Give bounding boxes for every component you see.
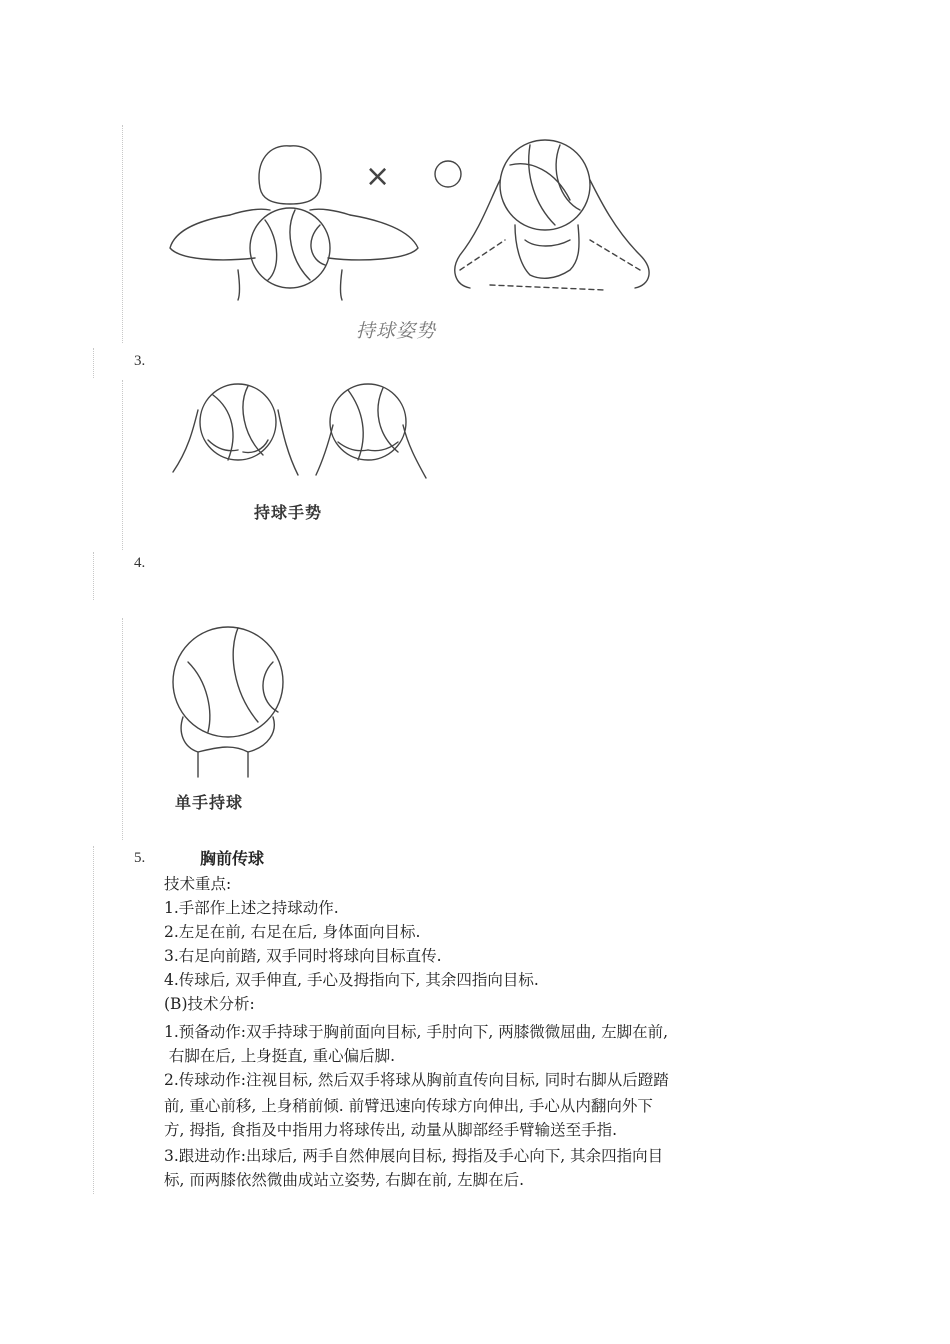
text-line: 标, 而两膝依然微曲成站立姿势, 右脚在前, 左脚在后. <box>164 1171 524 1189</box>
text-line: 3.右足向前踏, 双手同时将球向目标直传. <box>164 947 442 965</box>
section-title: 胸前传球 <box>200 849 265 868</box>
margin-guide <box>122 380 123 550</box>
margin-guide <box>93 552 94 600</box>
text-line: 1.预备动作:双手持球于胸前面向目标, 手肘向下, 两膝微微屈曲, 左脚在前, <box>164 1023 669 1041</box>
figure2-caption: 持球手势 <box>254 503 323 522</box>
item-number: 4. <box>134 555 146 571</box>
text-line: 方, 拇指, 食指及中指用力将球传出, 动量从脚部经手臂输送至手指. <box>164 1121 617 1139</box>
text-line: (B)技术分析: <box>164 995 255 1013</box>
wrong-mark: × <box>365 159 391 194</box>
text-line: 2.左足在前, 右足在后, 身体面向目标. <box>164 923 421 941</box>
figure3-caption: 单手持球 <box>175 793 244 812</box>
text-line: 4.传球后, 双手伸直, 手心及拇指向下, 其余四指向目标. <box>164 971 539 989</box>
text-line: 1.手部作上述之持球动作. <box>164 899 339 917</box>
margin-guide <box>122 125 123 343</box>
holding-gesture-figure <box>168 380 438 490</box>
holding-posture-figure <box>160 130 670 310</box>
margin-guide <box>93 348 94 378</box>
item-number: 5. <box>134 850 146 866</box>
one-hand-holding-figure <box>168 622 288 782</box>
text-line: 2.传球动作:注视目标, 然后双手将球从胸前直传向目标, 同时右脚从后蹬踏 <box>164 1071 669 1089</box>
margin-guide <box>122 618 123 840</box>
text-line: 技术重点: <box>164 875 232 893</box>
figure1-caption: 持球姿势 <box>356 320 437 342</box>
margin-guide <box>93 846 94 1194</box>
text-line: 右脚在后, 上身挺直, 重心偏后脚. <box>164 1047 396 1065</box>
text-line: 3.跟进动作:出球后, 两手自然伸展向目标, 拇指及手心向下, 其余四指向目 <box>164 1147 664 1165</box>
item-number: 3. <box>134 353 146 369</box>
text-line: 前, 重心前移, 上身稍前倾. 前臂迅速向传球方向伸出, 手心从内翻向外下 <box>164 1097 653 1115</box>
